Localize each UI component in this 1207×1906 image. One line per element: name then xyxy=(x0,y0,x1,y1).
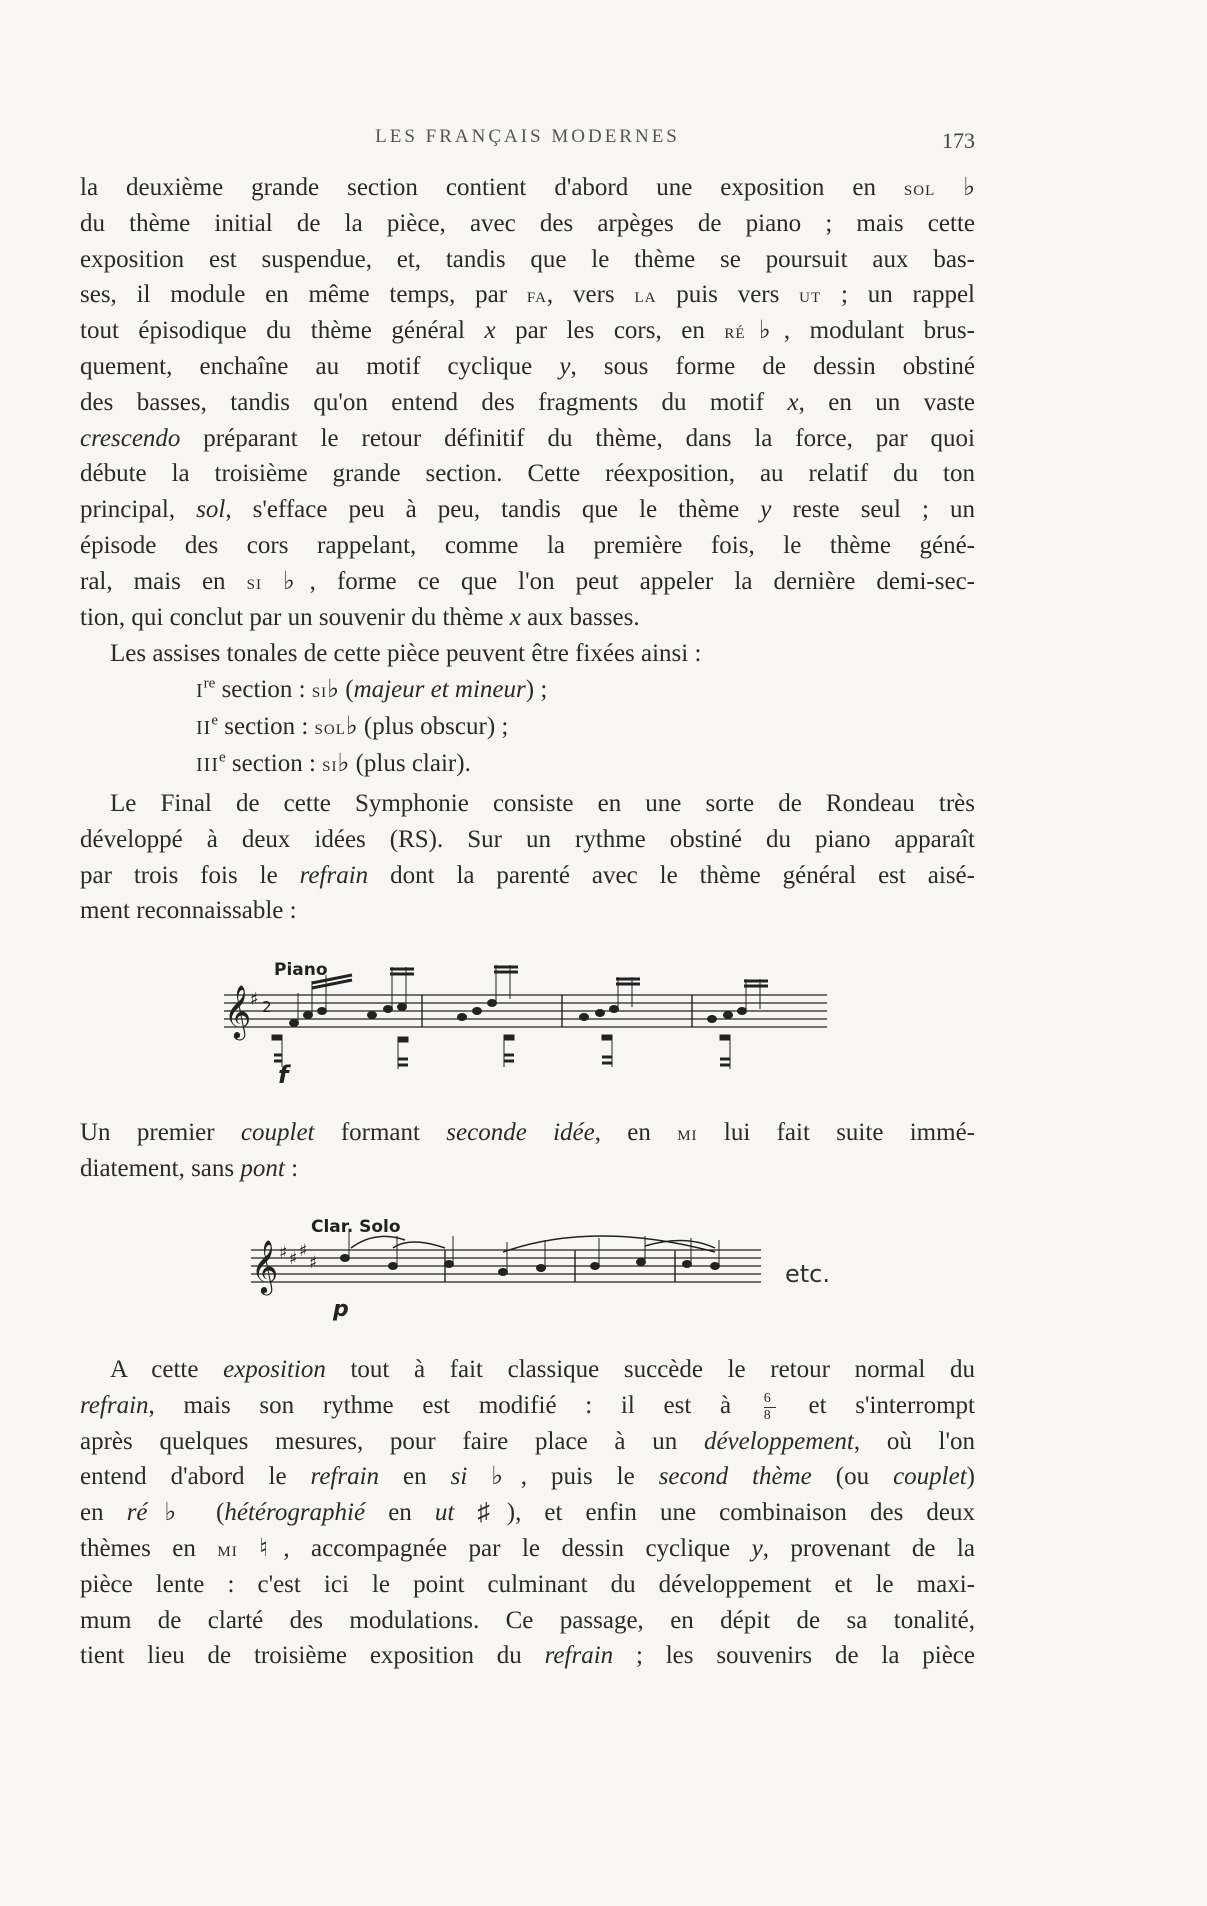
piano-score xyxy=(222,955,832,1085)
text-line xyxy=(80,1531,975,1567)
text-run: , en un vaste xyxy=(798,388,976,416)
section-line: IIIe section : si♭ (plus clair). xyxy=(196,749,471,777)
text-line xyxy=(80,277,975,313)
fraction-numerator: 6 xyxy=(763,1390,771,1406)
text-run: ♭ xyxy=(935,174,975,201)
section-list xyxy=(80,672,975,783)
italic-run: refrain xyxy=(544,1642,614,1670)
clarinet-score xyxy=(245,1212,845,1322)
section-numeral: I xyxy=(196,680,204,702)
text-run: ses, il module en même temps, par xyxy=(80,281,527,309)
music-example-clarinet xyxy=(245,1212,845,1322)
section-key: si xyxy=(322,752,338,776)
italic-run: couplet xyxy=(240,1119,315,1146)
small-caps-key: ut xyxy=(799,283,822,308)
text-line xyxy=(80,170,975,206)
text-line xyxy=(80,492,975,528)
sharp-icon-2: ♯ xyxy=(289,1249,298,1269)
italic-run: x xyxy=(787,388,799,416)
text-run: mum de clarté des modulations. Ce passage, en dépit de sa tonalité, xyxy=(80,1606,975,1634)
etc-text: etc. xyxy=(785,1260,830,1288)
text-run: du thème initial de la pièce, avec des arpèges de piano ; mais cette xyxy=(80,209,975,237)
text-run: Le Final de cette Symphonie consiste en une sorte de Rondeau très xyxy=(110,790,975,817)
paragraph-couplet xyxy=(80,1115,975,1187)
section-note: plus obscur xyxy=(372,713,487,740)
small-caps-key: mi xyxy=(217,1536,238,1561)
italic-run: exposition xyxy=(223,1356,326,1383)
text-run: ment reconnaissable : xyxy=(80,897,297,925)
section-line: Ire section : si♭ (majeur et mineur) ; xyxy=(196,675,548,703)
text-line xyxy=(80,1495,975,1531)
italic-run: crescendo xyxy=(80,424,181,452)
section-accidental: ♭ xyxy=(327,676,339,703)
italic-run: seconde idée xyxy=(446,1119,595,1146)
text-line xyxy=(80,1603,975,1639)
clarinet-label: Clar. Solo xyxy=(311,1217,401,1237)
text-run: entend d'abord le xyxy=(80,1463,311,1491)
text-line xyxy=(80,349,975,385)
text-run: Un premier xyxy=(80,1119,241,1146)
section-accidental: ♭ xyxy=(345,713,358,740)
section-ordinal: e xyxy=(211,712,218,729)
text-run: la deuxième grande section contient d'abord une exposition en xyxy=(80,174,904,201)
italic-run: x xyxy=(509,603,521,631)
text-run: débute la troisième grande section. Cette réexposition, au relatif du ton xyxy=(80,460,975,488)
text-run: en xyxy=(365,1499,435,1527)
sharp-icon: ♯ xyxy=(250,989,259,1010)
text-run: aux basses. xyxy=(520,603,640,631)
text-line xyxy=(80,822,975,858)
text-run: , provenant de la xyxy=(762,1534,975,1562)
text-run: pièce lente : c'est ici le point culminant du développement et le maxi- xyxy=(80,1570,975,1598)
time-signature: 2 xyxy=(262,998,272,1016)
italic-run: x xyxy=(484,317,496,345)
text-run: tout à fait classique succède le retour normal du xyxy=(325,1356,975,1383)
paragraph-tonal-sections xyxy=(80,170,975,635)
text-run: préparant le retour définitif du thème, dans la force, par quoi xyxy=(180,424,975,452)
text-run: par trois fois le xyxy=(80,861,300,889)
text-run: des basses, tandis qu'on entend des fragments du motif xyxy=(80,388,788,416)
section-line: IIe section : sol♭ (plus obscur) ; xyxy=(196,712,509,740)
text-run: ) xyxy=(966,1463,975,1491)
text-run: A cette xyxy=(110,1356,224,1383)
text-line xyxy=(80,1388,975,1424)
text-run: ♮, accompagnée par le dessin cyclique xyxy=(237,1534,752,1562)
text-run: , sous forme de dessin obstiné xyxy=(570,352,975,380)
text-run: reste seul ; un xyxy=(771,496,975,524)
sharp-icon-1: ♯ xyxy=(279,1243,288,1263)
text-line xyxy=(80,421,975,457)
sharp-icon-4: ♯ xyxy=(309,1253,318,1273)
section-end: . xyxy=(464,750,471,777)
section-note: plus clair xyxy=(363,750,457,777)
text-run: et s'interrompt xyxy=(779,1391,975,1419)
text-line xyxy=(80,242,975,278)
text-run: , où l'on xyxy=(853,1427,976,1455)
text-line xyxy=(80,1352,975,1388)
italic-run: sol xyxy=(196,496,226,524)
text-line xyxy=(80,1638,975,1674)
text-run: dont la parenté avec le thème général est aisé- xyxy=(368,861,975,889)
text-line xyxy=(80,1567,975,1603)
text-line xyxy=(80,1115,975,1151)
italic-run: y xyxy=(760,496,772,524)
italic-run: ré xyxy=(126,1499,148,1527)
text-run: exposition est suspendue, et, tandis que le thème se poursuit aux bas- xyxy=(80,245,975,273)
text-line xyxy=(80,385,975,421)
italic-run: hétérographié xyxy=(224,1499,366,1527)
section-key: si xyxy=(311,678,328,702)
section-end: ; xyxy=(495,713,509,740)
section-ordinal: e xyxy=(218,749,226,766)
text-run: par les cors, en xyxy=(495,317,725,345)
text-run: tion, qui conclut par un souvenir du thème xyxy=(80,603,510,631)
text-run: épisode des cors rappelant, comme la première fois, le thème géné- xyxy=(80,531,975,559)
italic-run: ut xyxy=(434,1499,455,1527)
text-run: en xyxy=(379,1463,451,1491)
music-example-piano xyxy=(222,955,832,1085)
section-key: sol xyxy=(314,715,346,739)
bass-notes xyxy=(272,1035,730,1069)
text-run: , en xyxy=(594,1119,678,1146)
small-caps-key: sol xyxy=(903,176,936,200)
text-run: tout épisodique du thème général xyxy=(80,317,485,345)
small-caps-key: fa xyxy=(526,283,547,308)
text-run: (ou xyxy=(811,1463,894,1491)
text-run: ♭, modulant brus- xyxy=(745,317,975,345)
small-caps-key: si xyxy=(246,569,262,594)
text-run: : xyxy=(284,1154,299,1182)
fraction xyxy=(764,1392,776,1423)
text-run: ral, mais en xyxy=(80,567,247,595)
italic-run: refrain xyxy=(299,861,369,889)
piano-label: Piano xyxy=(274,960,328,980)
dynamic-piano: p xyxy=(333,1297,349,1322)
page-number: 173 xyxy=(942,128,975,153)
text-run: ♭ ( xyxy=(147,1499,225,1527)
fraction-denominator: 8 xyxy=(763,1407,771,1423)
text-run: ♯), et enfin une combinaison des deux xyxy=(454,1499,975,1527)
section-accidental: ♭ xyxy=(337,750,350,777)
paragraph-assises xyxy=(80,636,975,672)
section-label: section : xyxy=(225,750,323,777)
italic-run: couplet xyxy=(893,1463,967,1491)
running-title: LES FRANÇAIS MODERNES xyxy=(375,126,680,147)
text-line xyxy=(80,893,975,929)
italic-run: refrain xyxy=(80,1391,149,1419)
text-run: diatement, sans xyxy=(80,1154,241,1182)
paragraph-final xyxy=(80,786,975,929)
section-label: section : xyxy=(215,676,312,703)
staff-lines xyxy=(224,995,827,1027)
text-line xyxy=(80,1424,975,1460)
italic-run: y xyxy=(751,1534,763,1562)
paragraph-development xyxy=(80,1352,975,1674)
text-line xyxy=(80,786,975,822)
section-end: ; xyxy=(534,676,548,703)
text-run: thèmes en xyxy=(80,1534,218,1562)
treble-clef-icon-2: 𝄞 xyxy=(251,1239,279,1293)
small-caps-key: mi xyxy=(677,1121,698,1145)
section-ordinal: re xyxy=(203,675,216,692)
melody-notes xyxy=(290,965,769,1027)
small-caps-key: ré xyxy=(724,319,746,344)
section-numeral: II xyxy=(196,717,212,739)
text-line xyxy=(80,313,975,349)
dynamic-forte: f xyxy=(278,1061,289,1085)
italic-run: second thème xyxy=(658,1463,812,1491)
text-run: développé à deux idées (RS). Sur un rythme obstiné du piano apparaît xyxy=(80,825,975,853)
text-run: , vers xyxy=(546,281,635,309)
text-run: ; les souvenirs de la pièce xyxy=(613,1642,975,1670)
small-caps-key: la xyxy=(634,283,657,308)
text-run: principal, xyxy=(80,496,197,524)
section-numeral: III xyxy=(196,754,219,776)
text-line xyxy=(80,858,975,894)
text-line xyxy=(80,564,975,600)
text-line xyxy=(80,1151,975,1187)
section-note: majeur et mineur xyxy=(353,676,526,703)
running-header xyxy=(80,126,975,156)
sharp-icon-3: ♯ xyxy=(299,1241,308,1261)
treble-clef-icon: 𝄞 xyxy=(224,984,252,1038)
text-run: , s'efface peu à peu, tandis que le thème xyxy=(225,496,761,524)
text-line xyxy=(80,456,975,492)
text-line xyxy=(80,206,975,242)
text-run: ; un rappel xyxy=(821,281,975,309)
italic-run: y xyxy=(559,352,571,380)
italic-run: si xyxy=(450,1463,468,1491)
text-run: ♭, forme ce que l'on peut appeler la dernière demi-sec- xyxy=(261,567,975,595)
text-line xyxy=(80,528,975,564)
text-line xyxy=(80,1459,975,1495)
text-line xyxy=(80,600,975,636)
italic-run: développement xyxy=(703,1427,854,1455)
text-run: ♭, puis le xyxy=(467,1463,659,1491)
text-run: lui fait suite immé- xyxy=(697,1119,975,1146)
section-label: section : xyxy=(218,713,315,740)
text-run: quement, enchaîne au motif cyclique xyxy=(80,352,560,380)
text-run: après quelques mesures, pour faire place à un xyxy=(80,1427,704,1455)
italic-run: pont xyxy=(240,1154,285,1182)
text-run: en xyxy=(80,1499,127,1527)
text-run: , mais son rythme est modifié : il est à xyxy=(148,1391,760,1419)
assises-line: Les assises tonales de cette pièce peuvent être fixées ainsi : xyxy=(110,640,702,667)
text-run: puis vers xyxy=(656,281,800,309)
italic-run: refrain xyxy=(310,1463,380,1491)
text-run: formant xyxy=(314,1119,447,1146)
clarinet-notes xyxy=(341,1230,720,1276)
text-run: tient lieu de troisième exposition du xyxy=(80,1642,545,1670)
